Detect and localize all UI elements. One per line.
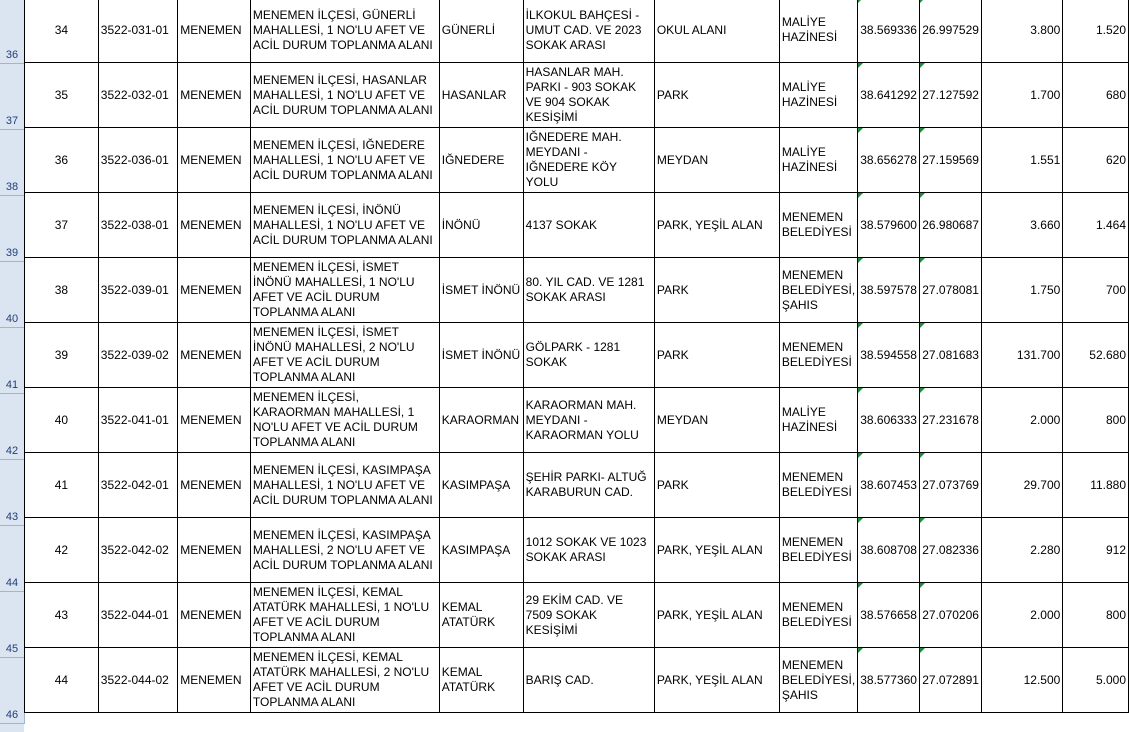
- cell-no[interactable]: 39: [25, 323, 99, 388]
- cell-area[interactable]: 12.500: [982, 648, 1063, 713]
- cell-type[interactable]: PARK: [654, 258, 779, 323]
- cell-address[interactable]: GÖLPARK - 1281 SOKAK: [523, 323, 654, 388]
- row-header[interactable]: [0, 196, 24, 262]
- cell-code[interactable]: 3522-041-01: [98, 388, 177, 453]
- cell-ownership[interactable]: MALİYE HAZİNESİ: [779, 63, 857, 128]
- cell-latitude[interactable]: 38.606333: [858, 388, 920, 453]
- cell-no[interactable]: 34: [25, 0, 99, 63]
- cell-latitude[interactable]: 38.577360: [858, 648, 920, 713]
- cell-code[interactable]: 3522-044-02: [98, 648, 177, 713]
- table-row: [25, 518, 1129, 583]
- cell-ownership[interactable]: MALİYE HAZİNESİ: [779, 388, 857, 453]
- table-row: [25, 388, 1129, 453]
- cell-no[interactable]: 40: [25, 388, 99, 453]
- cell-latitude[interactable]: 38.579600: [858, 193, 920, 258]
- cell-longitude[interactable]: 27.231678: [920, 388, 982, 453]
- cell-area[interactable]: 1.750: [982, 258, 1063, 323]
- cell-mahalle[interactable]: KEMAL ATATÜRK: [439, 583, 523, 648]
- cell-area-name[interactable]: MENEMEN İLÇESİ, KEMAL ATATÜRK MAHALLESİ, 1 NO'LU AFET VE ACİL DURUM TOPLANMA ALANI: [250, 583, 439, 648]
- row-number: 41: [5, 379, 19, 391]
- cell-longitude[interactable]: 26.980687: [920, 193, 982, 258]
- cell-longitude[interactable]: 26.997529: [920, 0, 982, 63]
- cell-area-name[interactable]: MENEMEN İLÇESİ, İNÖNÜ MAHALLESİ, 1 NO'LU AFET VE ACİL DURUM TOPLANMA ALANI: [250, 193, 439, 258]
- cell-type[interactable]: OKUL ALANI: [654, 0, 779, 63]
- cell-no[interactable]: 43: [25, 583, 99, 648]
- cell-type[interactable]: PARK: [654, 323, 779, 388]
- cell-capacity[interactable]: 700: [1063, 258, 1129, 323]
- cell-code[interactable]: 3522-044-01: [98, 583, 177, 648]
- cell-address[interactable]: ŞEHİR PARKI- ALTUĞ KARABURUN CAD.: [523, 453, 654, 518]
- cell-ilce[interactable]: MENEMEN: [178, 193, 251, 258]
- cell-area[interactable]: 131.700: [982, 323, 1063, 388]
- row-number: 46: [5, 709, 19, 721]
- row-number: 38: [5, 181, 19, 193]
- cell-code[interactable]: 3522-039-02: [98, 323, 177, 388]
- cell-address[interactable]: KARAORMAN MAH. MEYDANI - KARAORMAN YOLU: [523, 388, 654, 453]
- cell-code[interactable]: 3522-042-02: [98, 518, 177, 583]
- cell-no[interactable]: 44: [25, 648, 99, 713]
- cell-longitude[interactable]: 27.082336: [920, 518, 982, 583]
- cell-mahalle[interactable]: KEMAL ATATÜRK: [439, 648, 523, 713]
- cell-no[interactable]: 35: [25, 63, 99, 128]
- table-row: [25, 648, 1129, 713]
- table-row: [25, 128, 1129, 193]
- cell-code[interactable]: 3522-039-01: [98, 258, 177, 323]
- cell-ownership[interactable]: MALİYE HAZİNESİ: [779, 128, 857, 193]
- cell-area-name[interactable]: MENEMEN İLÇESİ, İSMET İNÖNÜ MAHALLESİ, 2 NO'LU AFET VE ACİL DURUM TOPLANMA ALANI: [250, 323, 439, 388]
- cell-ownership[interactable]: MENEMEN BELEDİYESİ: [779, 453, 857, 518]
- cell-type[interactable]: PARK, YEŞİL ALAN: [654, 583, 779, 648]
- cell-address[interactable]: IĞNEDERE MAH. MEYDANI - IĞNEDERE KÖY YOLU: [523, 128, 654, 193]
- cell-no[interactable]: 41: [25, 453, 99, 518]
- cell-latitude[interactable]: 38.576658: [858, 583, 920, 648]
- cell-type[interactable]: PARK: [654, 453, 779, 518]
- cell-latitude[interactable]: 38.597578: [858, 258, 920, 323]
- cell-type[interactable]: PARK, YEŞİL ALAN: [654, 518, 779, 583]
- cell-ownership[interactable]: MENEMEN BELEDİYESİ, ŞAHIS: [779, 648, 857, 713]
- cell-ilce[interactable]: MENEMEN: [178, 583, 251, 648]
- row-number: 44: [5, 577, 19, 589]
- row-header[interactable]: [0, 526, 24, 592]
- cell-code[interactable]: 3522-038-01: [98, 193, 177, 258]
- cell-latitude[interactable]: 38.607453: [858, 453, 920, 518]
- cell-address[interactable]: BARIŞ CAD.: [523, 648, 654, 713]
- cell-longitude[interactable]: 27.070206: [920, 583, 982, 648]
- cell-type[interactable]: PARK, YEŞİL ALAN: [654, 193, 779, 258]
- cell-area-name[interactable]: MENEMEN İLÇESİ, HASANLAR MAHALLESİ, 1 NO'LU AFET VE ACİL DURUM TOPLANMA ALANI: [250, 63, 439, 128]
- cell-mahalle[interactable]: İSMET İNÖNÜ: [439, 258, 523, 323]
- cell-mahalle[interactable]: İSMET İNÖNÜ: [439, 323, 523, 388]
- cell-area[interactable]: 1.700: [982, 63, 1063, 128]
- cell-longitude[interactable]: 27.159569: [920, 128, 982, 193]
- cell-address[interactable]: 4137 SOKAK: [523, 193, 654, 258]
- row-header[interactable]: [0, 64, 24, 130]
- cell-latitude[interactable]: 38.569336: [858, 0, 920, 63]
- cell-ilce[interactable]: MENEMEN: [178, 518, 251, 583]
- cell-capacity[interactable]: 912: [1063, 518, 1129, 583]
- row-header[interactable]: [0, 0, 24, 64]
- cell-ownership[interactable]: MALİYE HAZİNESİ: [779, 0, 857, 63]
- cell-area[interactable]: 3.800: [982, 0, 1063, 63]
- row-header[interactable]: [0, 130, 24, 196]
- row-header[interactable]: [0, 658, 24, 724]
- cell-area[interactable]: 3.660: [982, 193, 1063, 258]
- cell-area[interactable]: 29.700: [982, 453, 1063, 518]
- cell-code[interactable]: 3522-036-01: [98, 128, 177, 193]
- row-header-column[interactable]: [0, 0, 25, 732]
- row-number: 45: [5, 643, 19, 655]
- row-header[interactable]: [0, 592, 24, 658]
- row-header[interactable]: [0, 262, 24, 328]
- cell-capacity[interactable]: 680: [1063, 63, 1129, 128]
- cell-no[interactable]: 38: [25, 258, 99, 323]
- cell-longitude[interactable]: 27.081683: [920, 323, 982, 388]
- cell-ownership[interactable]: MENEMEN BELEDİYESİ: [779, 323, 857, 388]
- cell-type[interactable]: PARK, YEŞİL ALAN: [654, 648, 779, 713]
- table-row: [25, 323, 1129, 388]
- cell-area[interactable]: 2.280: [982, 518, 1063, 583]
- data-grid[interactable]: [24, 0, 1129, 713]
- row-header[interactable]: [0, 460, 24, 526]
- cell-capacity[interactable]: 1.464: [1063, 193, 1129, 258]
- cell-longitude[interactable]: 27.078081: [920, 258, 982, 323]
- table-row: [25, 193, 1129, 258]
- cell-capacity[interactable]: 5.000: [1063, 648, 1129, 713]
- cell-ilce[interactable]: MENEMEN: [178, 258, 251, 323]
- cell-longitude[interactable]: 27.127592: [920, 63, 982, 128]
- cell-ownership[interactable]: MENEMEN BELEDİYESİ: [779, 583, 857, 648]
- cell-capacity[interactable]: 52.680: [1063, 323, 1129, 388]
- cell-latitude[interactable]: 38.641292: [858, 63, 920, 128]
- cell-no[interactable]: 37: [25, 193, 99, 258]
- cell-area-name[interactable]: MENEMEN İLÇESİ, KASIMPAŞA MAHALLESİ, 2 NO'LU AFET VE ACİL DURUM TOPLANMA ALANI: [250, 518, 439, 583]
- cell-area-name[interactable]: MENEMEN İLÇESİ, GÜNERLİ MAHALLESİ, 1 NO'LU AFET VE ACİL DURUM TOPLANMA ALANI: [250, 0, 439, 63]
- cell-latitude[interactable]: 38.656278: [858, 128, 920, 193]
- cell-mahalle[interactable]: IĞNEDERE: [439, 128, 523, 193]
- row-header[interactable]: [0, 328, 24, 394]
- row-number: 40: [5, 313, 19, 325]
- cell-ilce[interactable]: MENEMEN: [178, 63, 251, 128]
- cell-ilce[interactable]: MENEMEN: [178, 648, 251, 713]
- row-number: 39: [5, 247, 19, 259]
- cell-area-name[interactable]: MENEMEN İLÇESİ, İSMET İNÖNÜ MAHALLESİ, 1 NO'LU AFET VE ACİL DURUM TOPLANMA ALANI: [250, 258, 439, 323]
- cell-mahalle[interactable]: KARAORMAN: [439, 388, 523, 453]
- row-header[interactable]: [0, 394, 24, 460]
- table-row: [25, 258, 1129, 323]
- cell-mahalle[interactable]: HASANLAR: [439, 63, 523, 128]
- cell-area-name[interactable]: MENEMEN İLÇESİ, KARAORMAN MAHALLESİ, 1 NO'LU AFET VE ACİL DURUM TOPLANMA ALANI: [250, 388, 439, 453]
- cell-mahalle[interactable]: KASIMPAŞA: [439, 453, 523, 518]
- cell-type[interactable]: MEYDAN: [654, 128, 779, 193]
- cell-code[interactable]: 3522-042-01: [98, 453, 177, 518]
- cell-ownership[interactable]: MENEMEN BELEDİYESİ: [779, 193, 857, 258]
- cell-longitude[interactable]: 27.073769: [920, 453, 982, 518]
- cell-capacity[interactable]: 1.520: [1063, 0, 1129, 63]
- cell-address[interactable]: İLKOKUL BAHÇESİ - UMUT CAD. VE 2023 SOKAK ARASI: [523, 0, 654, 63]
- table-row: [25, 583, 1129, 648]
- cell-capacity[interactable]: 800: [1063, 388, 1129, 453]
- cell-area-name[interactable]: MENEMEN İLÇESİ, KASIMPAŞA MAHALLESİ, 1 NO'LU AFET VE ACİL DURUM TOPLANMA ALANI: [250, 453, 439, 518]
- cell-capacity[interactable]: 620: [1063, 128, 1129, 193]
- cell-ilce[interactable]: MENEMEN: [178, 388, 251, 453]
- cell-latitude[interactable]: 38.594558: [858, 323, 920, 388]
- cell-address[interactable]: 29 EKİM CAD. VE 7509 SOKAK KESİŞİMİ: [523, 583, 654, 648]
- cell-capacity[interactable]: 11.880: [1063, 453, 1129, 518]
- cell-area[interactable]: 2.000: [982, 388, 1063, 453]
- cell-ilce[interactable]: MENEMEN: [178, 453, 251, 518]
- cell-area-name[interactable]: MENEMEN İLÇESİ, KEMAL ATATÜRK MAHALLESİ, 2 NO'LU AFET VE ACİL DURUM TOPLANMA ALANI: [250, 648, 439, 713]
- cell-mahalle[interactable]: GÜNERLİ: [439, 0, 523, 63]
- row-number: 36: [5, 49, 19, 61]
- cell-area-name[interactable]: MENEMEN İLÇESİ, IĞNEDERE MAHALLESİ, 1 NO'LU AFET VE ACİL DURUM TOPLANMA ALANI: [250, 128, 439, 193]
- cell-address[interactable]: HASANLAR MAH. PARKI - 903 SOKAK VE 904 SOKAK KESİŞİMİ: [523, 63, 654, 128]
- row-number: 42: [5, 445, 19, 457]
- cell-address[interactable]: 80. YIL CAD. VE 1281 SOKAK ARASI: [523, 258, 654, 323]
- table-row: [25, 453, 1129, 518]
- cell-address[interactable]: 1012 SOKAK VE 1023 SOKAK ARASI: [523, 518, 654, 583]
- cell-longitude[interactable]: 27.072891: [920, 648, 982, 713]
- cell-code[interactable]: 3522-031-01: [98, 0, 177, 63]
- row-number: 37: [5, 115, 19, 127]
- cell-area[interactable]: 1.551: [982, 128, 1063, 193]
- cell-latitude[interactable]: 38.608708: [858, 518, 920, 583]
- cell-ilce[interactable]: MENEMEN: [178, 0, 251, 63]
- cell-type[interactable]: MEYDAN: [654, 388, 779, 453]
- cell-mahalle[interactable]: KASIMPAŞA: [439, 518, 523, 583]
- cell-ownership[interactable]: MENEMEN BELEDİYESİ: [779, 518, 857, 583]
- cell-no[interactable]: 36: [25, 128, 99, 193]
- table-row: [25, 63, 1129, 128]
- cell-mahalle[interactable]: İNÖNÜ: [439, 193, 523, 258]
- row-number: 43: [5, 511, 19, 523]
- cell-no[interactable]: 42: [25, 518, 99, 583]
- next-row-edge: [24, 724, 1129, 732]
- cell-code[interactable]: 3522-032-01: [98, 63, 177, 128]
- cell-ownership[interactable]: MENEMEN BELEDİYESİ, ŞAHIS: [779, 258, 857, 323]
- cell-capacity[interactable]: 800: [1063, 583, 1129, 648]
- table-row: [25, 0, 1129, 63]
- cell-area[interactable]: 2.000: [982, 583, 1063, 648]
- cell-ilce[interactable]: MENEMEN: [178, 128, 251, 193]
- cell-type[interactable]: PARK: [654, 63, 779, 128]
- cell-ilce[interactable]: MENEMEN: [178, 323, 251, 388]
